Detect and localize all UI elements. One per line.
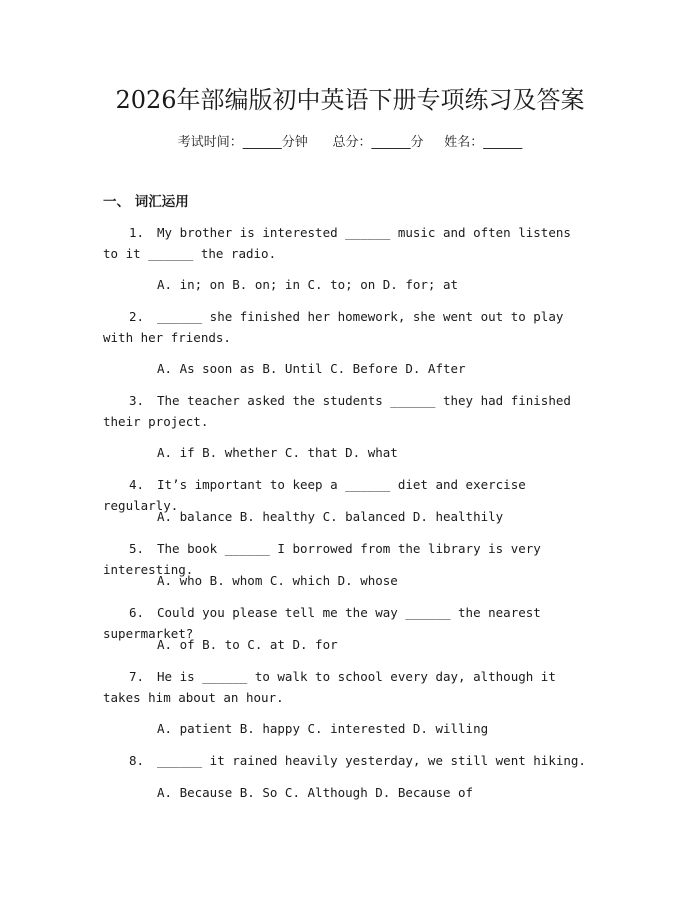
section-heading: 一、 词汇运用 (103, 194, 189, 210)
question-7-options: A. patient B. happy C. interested D. willing (157, 721, 489, 736)
question-7 (103, 666, 593, 708)
question-number: 2. (129, 309, 145, 324)
question-3 (103, 390, 593, 432)
question-number: 4. (129, 477, 145, 492)
question-6-options: A. of B. to C. at D. for (157, 637, 338, 652)
question-number: 6. (129, 605, 145, 620)
question-text: My brother is interested ______ music and often listens to it ______ the radio. (103, 225, 571, 261)
question-number: 1. (129, 225, 145, 240)
question-text: Could you please tell me the way ______ the nearest supermarket? (103, 605, 541, 641)
question-number: 3. (129, 393, 145, 408)
question-text: The teacher asked the students ______ they had finished their project. (103, 393, 571, 429)
question-text: ______ she finished her homework, she went out to play with her friends. (103, 309, 564, 345)
question-text: The book ______ I borrowed from the library is very interesting. (103, 541, 541, 577)
question-1 (103, 222, 593, 264)
question-number: 5. (129, 541, 145, 556)
question-number: 7. (129, 669, 145, 684)
question-8-options: A. Because B. So C. Although D. Because of (157, 785, 474, 800)
page-title: 2026年部编版初中英语下册专项练习及答案 (115, 86, 585, 114)
question-number: 8. (129, 753, 145, 768)
question-5-options: A. who B. whom C. which D. whose (157, 573, 398, 588)
question-text: ______ it rained heavily yesterday, we still went hiking. (157, 753, 586, 768)
question-text: It’s important to keep a ______ diet and exercise regularly. (103, 477, 526, 513)
question-4-options: A. balance B. healthy C. balanced D. healthily (157, 509, 504, 524)
question-3-options: A. if B. whether C. that D. what (157, 445, 398, 460)
exam-info-line: 考试时间：______分钟 总分：______分 姓名：______ (177, 135, 523, 150)
question-2 (103, 306, 593, 348)
question-1-options: A. in; on B. on; in C. to; on D. for; at (157, 277, 459, 292)
question-8 (103, 750, 593, 771)
question-text: He is ______ to walk to school every day, although it takes him about an hour. (103, 669, 556, 705)
question-2-options: A. As soon as B. Until C. Before D. After (157, 361, 466, 376)
